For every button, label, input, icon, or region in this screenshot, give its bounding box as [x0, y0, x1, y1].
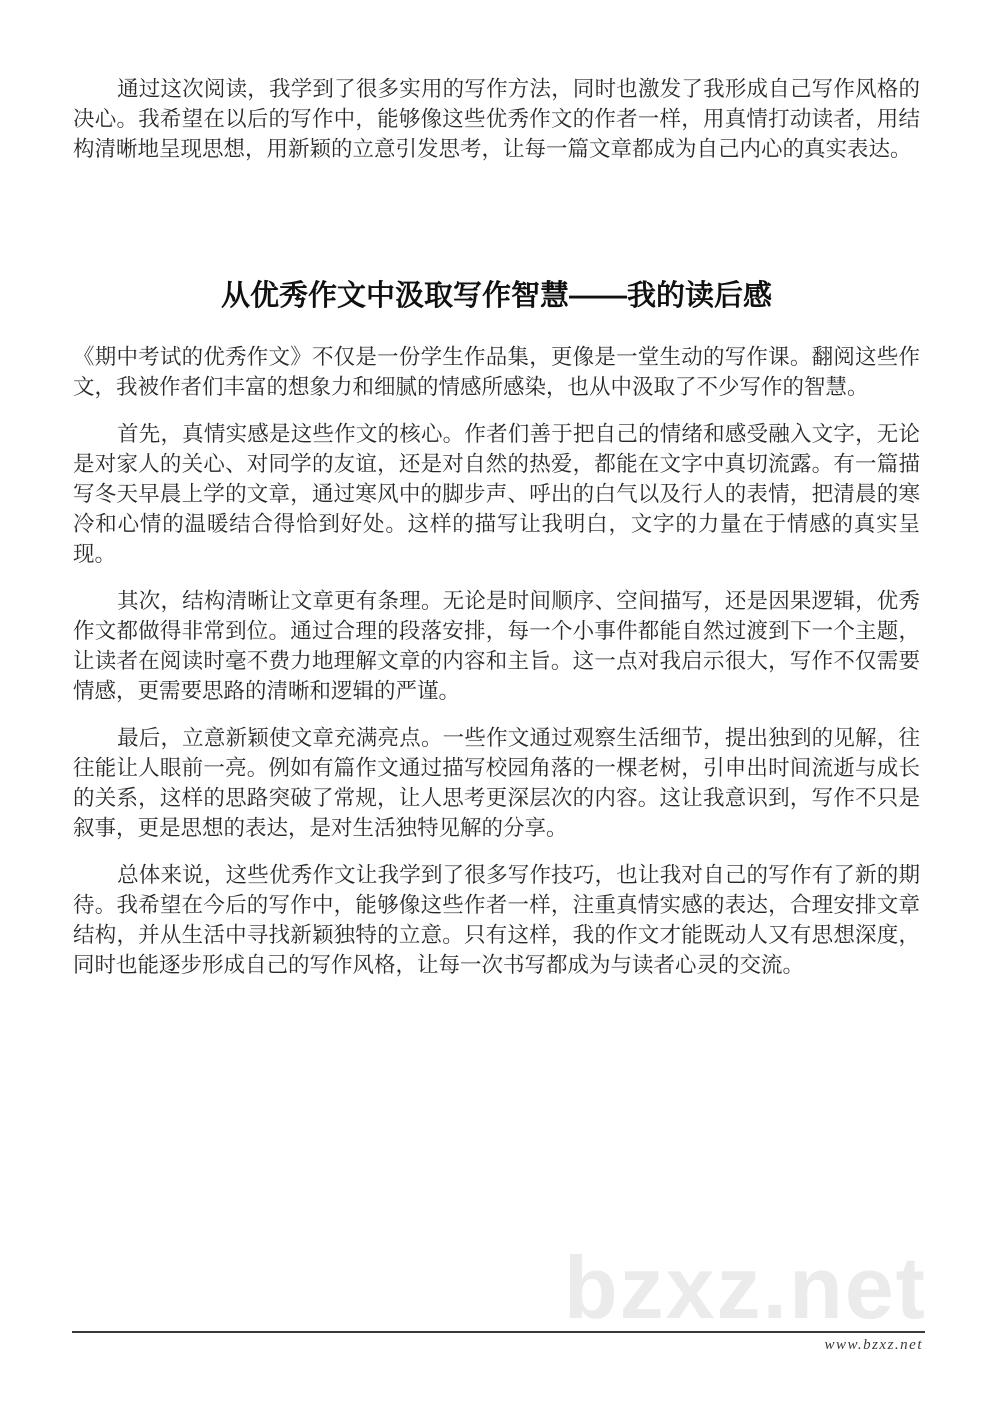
footer-divider — [72, 1331, 925, 1333]
paragraph-first-point: 首先，真情实感是这些作文的核心。作者们善于把自己的情绪和感受融入文字，无论是对家人的关心、对同学的友谊，还是对自然的热爱，都能在文字中真切流露。有一篇描写冬天早晨上学的文章，通过寒风中的脚步声、呼出的白气以及行人的表情，把清晨的寒冷和心情的温暖结合得恰到好处。这样的描写让我明白，文字的力量在于情感的真实呈现。 — [73, 422, 920, 566]
site-watermark: bzxz.net — [563, 1238, 927, 1337]
intro-paragraph: 通过这次阅读，我学到了很多实用的写作方法，同时也激发了我形成自己写作风格的决心。我希望在以后的写作中，能够像这些优秀作文的作者一样，用真情打动读者，用结构清晰地呈现思想，用新颖的立意引发思考，让每一篇文章都成为自己内心的真实表达。 — [73, 77, 920, 161]
paragraph-third-point: 最后，立意新颖使文章充满亮点。一些作文通过观察生活细节，提出独到的见解，往往能让人眼前一亮。例如有篇作文通过描写校园角落的一棵老树，引申出时间流逝与成长的关系，这样的思路突破了常规，让人思考更深层次的内容。这让我意识到，写作不只是叙事，更是思想的表达，是对生活独特见解的分享。 — [73, 726, 920, 840]
footer-site-url: www.bzxz.net — [824, 1337, 923, 1353]
document-content — [73, 74, 920, 997]
paragraph-conclusion: 总体来说，这些优秀作文让我学到了很多写作技巧，也让我对自己的写作有了新的期待。我希望在今后的写作中，能够像这些作者一样，注重真情实感的表达，合理安排文章结构，并从生活中寻找新颖独特的立意。只有这样，我的作文才能既动人又有思想深度，同时也能逐步形成自己的写作风格，让每一次书写都成为与读者心灵的交流。 — [73, 863, 920, 977]
paragraph-opening: 《期中考试的优秀作文》不仅是一份学生作品集，更像是一堂生动的写作课。翻阅这些作文，我被作者们丰富的想象力和细腻的情感所感染，也从中汲取了不少写作的智慧。 — [73, 345, 920, 399]
essay-title: 从优秀作文中汲取写作智慧——我的读后感 — [220, 280, 772, 312]
paragraph-second-point: 其次，结构清晰让文章更有条理。无论是时间顺序、空间描写，还是因果逻辑，优秀作文都做得非常到位。通过合理的段落安排，每一个小事件都能自然过渡到下一个主题，让读者在阅读时毫不费力地理解文章的内容和主旨。这一点对我启示很大，写作不仅需要情感，更需要思路的清晰和逻辑的严谨。 — [73, 589, 920, 703]
